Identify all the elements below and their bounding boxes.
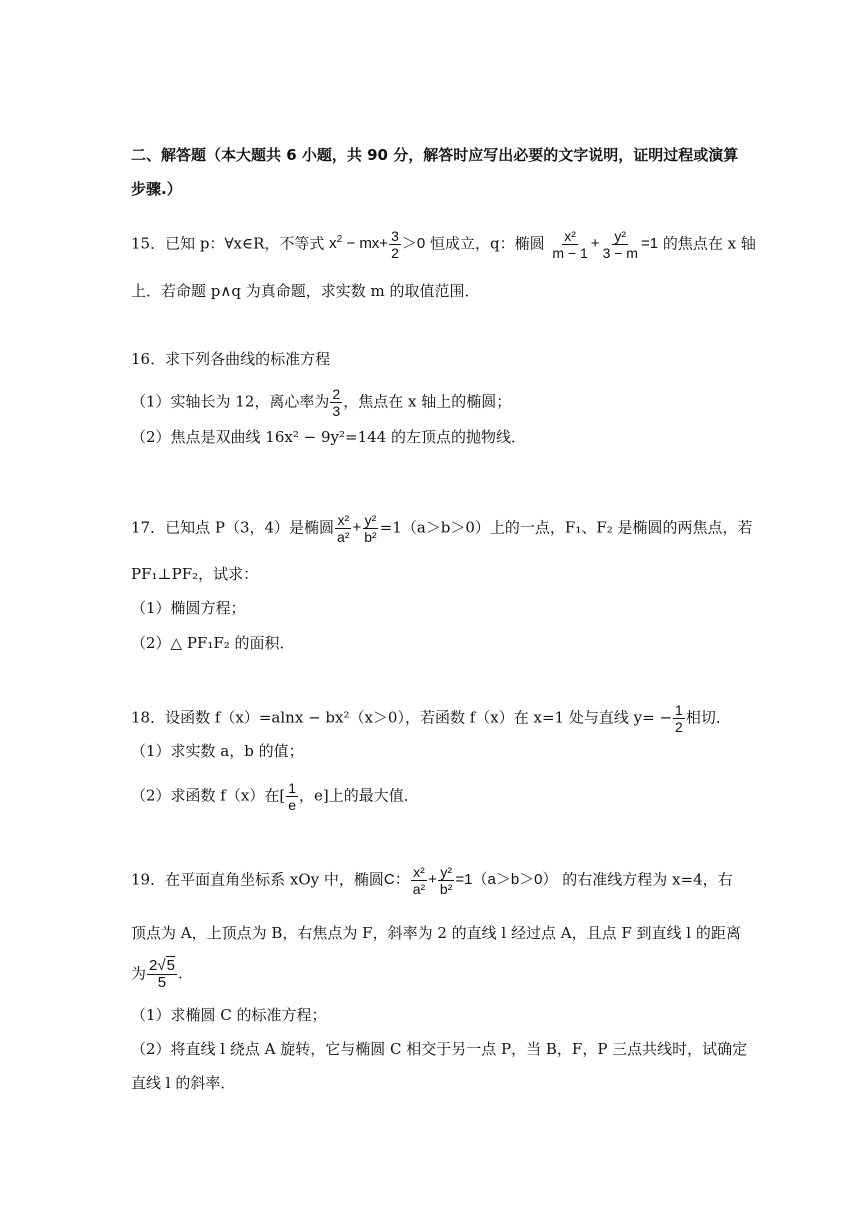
q17-part2: （2）△ PF₁F₂ 的面积． xyxy=(131,634,295,652)
q17-line2: PF₁⊥PF₂，试求： xyxy=(131,565,259,583)
q17-part1: （1）椭圆方程； xyxy=(131,599,246,617)
q15-line2: 上．若命题 p∧q 为真命题，求实数 m 的取值范围． xyxy=(131,282,480,300)
q18-interval-fraction: $\frac{1}{e}$ xyxy=(288,780,296,813)
q19-part2-line2: 直线 l 的斜率． xyxy=(131,1074,236,1092)
q17-line1: 17．已知点 P（3，4）是椭圆 $\frac{\text{x²}}{\text{a²}}$ + $\frac{\text{y²}}{\text{b²}}$ =1（a＞b＞0）上的一点，F₁、F₂ 是椭圆的两焦点，若 xyxy=(131,512,753,545)
q19-line2: 顶点为 A，上顶点为 B，右焦点为 F，斜率为 2 的直线 l 经过点 A，且点 F 到直线 l 的距离 xyxy=(131,924,741,942)
q18-fraction: $\frac{1}{2}$ xyxy=(675,702,683,735)
q17-ellipse-equation: $\frac{\text{x²}}{\text{a²}}$ + $\frac{\text{y²}}{\text{b²}}$ xyxy=(337,512,377,545)
q18-part2: （2）求函数 f（x）在[ $\frac{1}{e}$ ，e]上的最大值． xyxy=(131,780,419,813)
q15-inequality: $x^2 - mx+$ $\frac{3}{2}$ ＞0 xyxy=(329,228,426,261)
q15-fraction: $\frac{3}{2}$ xyxy=(391,228,399,261)
section-header-line1: 二、解答题（本大题共 6 小题，共 90 分，解答时应写出必要的文字说明，证明过程或演算 xyxy=(131,146,739,164)
q15-ellipse-equation: $\frac{\text{x²}}{m - 1}$ + $\frac{\text{y²}}{3 - m}$ =1 xyxy=(552,228,659,261)
q19-distance-fraction: $\frac{2√5}{5}$ xyxy=(149,957,175,991)
q15-line1 xyxy=(131,228,756,261)
q16-title: 16．求下列各曲线的标准方程 xyxy=(131,350,331,368)
q15-text-c: 的焦点在 x 轴 xyxy=(662,234,756,253)
q16-part1: （1）实轴长为 12，离心率为 $\frac{2}{3}$ ，焦点在 x 轴上的椭圆； xyxy=(131,386,512,419)
q18-part1: （1）求实数 a，b 的值； xyxy=(131,742,304,760)
q15-text-a: 15．已知 p：∀x∈R，不等式 xyxy=(131,234,325,253)
q16-eccentricity-fraction: $\frac{2}{3}$ xyxy=(332,386,341,419)
q19-ellipse-equation: C： $\frac{\text{x²}}{\text{a²}}$ + $\frac{\text{y²}}{\text{b²}}$ =1（a＞b＞0） xyxy=(383,864,558,897)
q18-line1: 18．设函数 f（x）=alnx − bx²（x＞0），若函数 f（x）在 x=1 处与直线 y= − $\frac{1}{2}$ 相切． xyxy=(131,702,731,735)
q19-part2-line1: （2）将直线 l 绕点 A 旋转，它与椭圆 C 相交于另一点 P，当 B，F，P 三点共线时，试确定 xyxy=(131,1040,748,1058)
q19-line3: 为 $\frac{2√5}{5}$ . xyxy=(131,957,183,991)
q16-part2: （2）焦点是双曲线 16x² − 9y²=144 的左顶点的抛物线． xyxy=(131,428,526,446)
q15-text-b: 恒成立，q：椭圆 xyxy=(430,234,545,253)
q19-part1: （1）求椭圆 C 的标准方程； xyxy=(131,1006,327,1024)
q19-line1: 19．在平面直角坐标系 xOy 中，椭圆C： $\frac{\text{x²}}{\text{a²}}$ + $\frac{\text{y²}}{\text{b²}}$ =1（a＞b＞0） 的右准线方程为 x=4，右 xyxy=(131,864,733,897)
section-header-line2: 步骤.） xyxy=(131,180,182,198)
